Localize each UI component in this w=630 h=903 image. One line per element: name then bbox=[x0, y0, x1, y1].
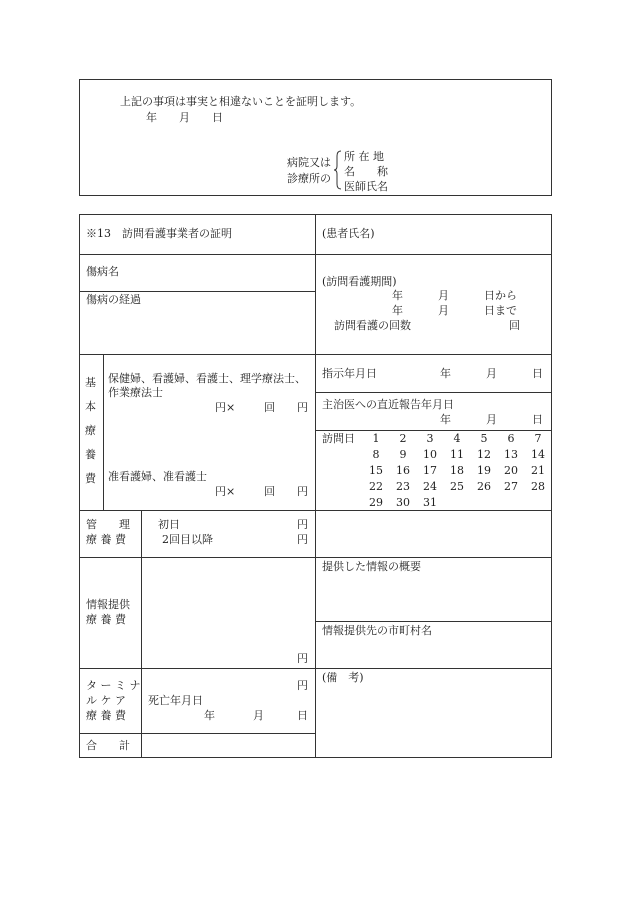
visit-period-label: (訪問看護期間) bbox=[322, 275, 397, 288]
visit-day: 2 bbox=[399, 432, 407, 445]
rate2-total: 円 bbox=[297, 485, 308, 498]
visit-day: 9 bbox=[399, 448, 407, 461]
period-from-month: 月 bbox=[438, 289, 449, 302]
visit-day: 5 bbox=[480, 432, 488, 445]
visit-day: 20 bbox=[504, 464, 518, 477]
rate-yen: 円× bbox=[215, 401, 236, 414]
basic-label-2: 本 bbox=[85, 400, 96, 413]
info-provision-label-1: 情報提供 bbox=[86, 598, 130, 611]
visit-day: 31 bbox=[423, 496, 437, 509]
management-first-day: 初日 bbox=[158, 518, 180, 531]
terminal-care-label-3: 療 養 費 bbox=[86, 709, 126, 722]
period-from-day: 日から bbox=[484, 289, 517, 302]
field-doctor-name: 医師氏名 bbox=[344, 180, 388, 193]
disease-name-label: 傷病名 bbox=[86, 265, 119, 278]
visit-day: 22 bbox=[369, 480, 383, 493]
visit-day: 27 bbox=[504, 480, 518, 493]
instruction-date-label: 指示年月日 bbox=[322, 367, 377, 380]
visit-day: 17 bbox=[423, 464, 437, 477]
brace-icon bbox=[334, 150, 342, 190]
management-yen-2: 円 bbox=[297, 533, 308, 546]
visit-day: 25 bbox=[450, 480, 464, 493]
info-municipality-label: 情報提供先の市町村名 bbox=[322, 624, 432, 637]
assistant-nurse-types: 准看護婦、准看護士 bbox=[108, 470, 207, 483]
report-date-label: 主治医への直近報告年月日 bbox=[322, 398, 454, 411]
field-address: 所 在 地 bbox=[344, 150, 384, 163]
period-to-year: 年 bbox=[392, 304, 403, 317]
visit-day: 8 bbox=[372, 448, 380, 461]
certification-statement: 上記の事項は事実と相違ないことを証明します。 bbox=[120, 95, 362, 108]
visit-day: 11 bbox=[450, 448, 464, 461]
management-label-2: 療 養 費 bbox=[86, 533, 126, 546]
basic-label-4: 養 bbox=[85, 448, 96, 461]
visit-day: 6 bbox=[507, 432, 515, 445]
visit-day: 19 bbox=[477, 464, 491, 477]
certification-date: 年 月 日 bbox=[146, 111, 223, 124]
terminal-care-label-1: タ ー ミ ナ bbox=[86, 679, 141, 692]
terminal-care-yen: 円 bbox=[297, 679, 308, 692]
instruction-day: 日 bbox=[532, 367, 543, 380]
report-day: 日 bbox=[532, 413, 543, 426]
rate-total: 円 bbox=[297, 401, 308, 414]
visit-day: 29 bbox=[369, 496, 383, 509]
report-year: 年 bbox=[440, 413, 451, 426]
rate-times: 回 bbox=[264, 401, 275, 414]
total-label: 合 計 bbox=[86, 739, 130, 752]
form-title: ※13 訪問看護事業者の証明 bbox=[86, 227, 232, 240]
visit-day: 15 bbox=[369, 464, 383, 477]
report-month: 月 bbox=[486, 413, 497, 426]
visit-day: 1 bbox=[372, 432, 380, 445]
death-year: 年 bbox=[204, 709, 215, 722]
rate2-times: 回 bbox=[264, 485, 275, 498]
instruction-month: 月 bbox=[486, 367, 497, 380]
visit-day: 13 bbox=[504, 448, 518, 461]
management-yen-1: 円 bbox=[297, 518, 308, 531]
visit-day: 16 bbox=[396, 464, 410, 477]
disease-course-label: 傷病の経過 bbox=[86, 293, 141, 306]
visit-days-label: 訪問日 bbox=[322, 432, 355, 445]
visit-day: 21 bbox=[531, 464, 545, 477]
death-date-label: 死亡年月日 bbox=[148, 694, 203, 707]
nurse-types-line1: 保健婦、看護婦、看護士、理学療法士、 bbox=[108, 372, 306, 385]
basic-label-3: 療 bbox=[85, 424, 96, 437]
visit-day: 23 bbox=[396, 480, 410, 493]
management-label-1: 管 理 bbox=[86, 518, 130, 531]
remarks-label: (備 考) bbox=[322, 671, 364, 684]
period-to-month: 月 bbox=[438, 304, 449, 317]
instruction-year: 年 bbox=[440, 367, 451, 380]
death-month: 月 bbox=[253, 709, 264, 722]
institution-label-1: 病院又は bbox=[287, 156, 331, 169]
institution-label-2: 診療所の bbox=[287, 172, 331, 185]
rate2-yen: 円× bbox=[215, 485, 236, 498]
period-to-day: 日まで bbox=[484, 304, 517, 317]
patient-name-label: (患者氏名) bbox=[322, 227, 375, 240]
visit-count-unit: 回 bbox=[509, 319, 520, 332]
basic-label-1: 基 bbox=[85, 376, 96, 389]
visit-day: 24 bbox=[423, 480, 437, 493]
terminal-care-label-2: ル ケ ア bbox=[86, 694, 126, 707]
visit-day: 3 bbox=[426, 432, 434, 445]
info-provision-yen: 円 bbox=[297, 652, 308, 665]
info-summary-label: 提供した情報の概要 bbox=[322, 560, 421, 573]
visit-day: 18 bbox=[450, 464, 464, 477]
field-name: 名 称 bbox=[344, 165, 388, 178]
management-second-onward: 2回目以降 bbox=[162, 533, 213, 546]
basic-label-5: 費 bbox=[85, 472, 96, 485]
visit-day: 14 bbox=[531, 448, 545, 461]
visit-day: 7 bbox=[534, 432, 542, 445]
visit-count-label: 訪問看護の回数 bbox=[334, 319, 411, 332]
death-day: 日 bbox=[297, 709, 308, 722]
info-provision-label-2: 療 養 費 bbox=[86, 613, 126, 626]
visit-day: 12 bbox=[477, 448, 491, 461]
visit-day: 28 bbox=[531, 480, 545, 493]
period-from-year: 年 bbox=[392, 289, 403, 302]
nurse-types-line2: 作業療法士 bbox=[108, 386, 163, 399]
visit-day: 10 bbox=[423, 448, 437, 461]
visit-day: 26 bbox=[477, 480, 491, 493]
visit-day: 30 bbox=[396, 496, 410, 509]
visit-day: 4 bbox=[453, 432, 461, 445]
